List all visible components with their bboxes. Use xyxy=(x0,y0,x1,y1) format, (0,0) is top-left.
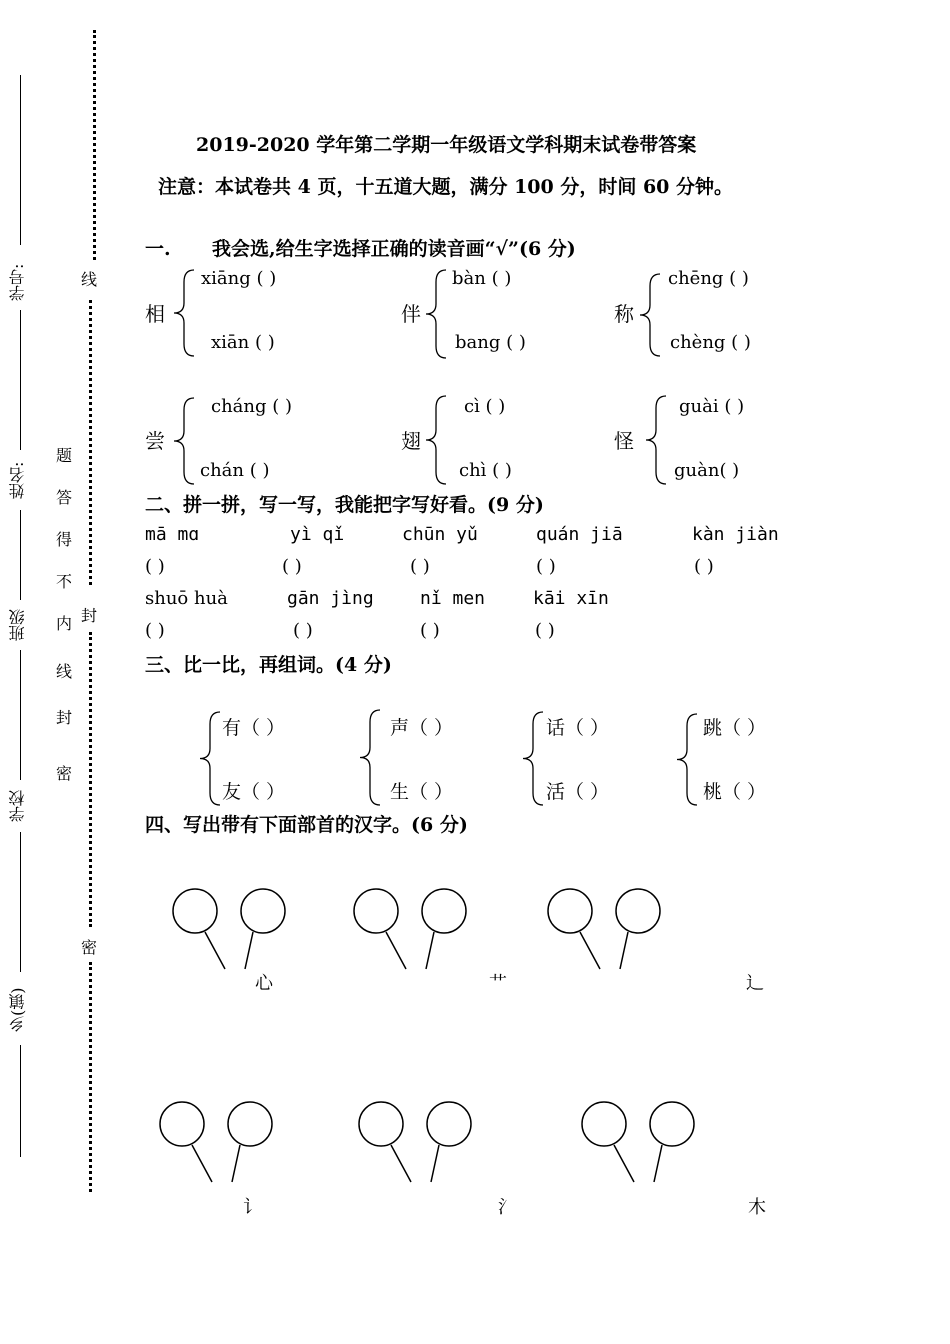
q1-pinyin-option[interactable]: chán ( ) xyxy=(200,460,270,481)
seal-char: 密 xyxy=(80,938,97,957)
seal-char: 内 xyxy=(55,614,72,633)
seal-char: 封 xyxy=(55,708,72,727)
seal-char: 得 xyxy=(55,530,72,549)
q2-answer-blank[interactable]: ( ) xyxy=(536,556,556,577)
q1-pinyin-option[interactable]: bang ( ) xyxy=(455,332,526,353)
q3-word-pair[interactable]: 声（ ） xyxy=(390,717,454,739)
q3-word-pair[interactable]: 跳（ ） xyxy=(703,717,767,739)
balloon-circle[interactable] xyxy=(582,1102,626,1146)
q4-heading: 四、写出带有下面部首的汉字。(6 分) xyxy=(145,814,468,836)
q2-heading: 二、拼一拼，写一写，我能把字写好看。(9 分) xyxy=(145,494,544,516)
q2-answer-blank[interactable]: ( ) xyxy=(694,556,714,577)
exam-note: 注意：本试卷共 4 页，十五道大题，满分 100 分，时间 60 分钟。 xyxy=(158,176,734,198)
margin-label-class: 班级 xyxy=(8,609,27,641)
q1-pinyin-option[interactable]: chèng ( ) xyxy=(670,332,751,353)
q1-number: 一. xyxy=(145,238,171,260)
seal-char: 题 xyxy=(55,446,72,465)
q2-answer-blank[interactable]: ( ) xyxy=(145,620,165,641)
q1-pinyin-option[interactable]: guàn( ) xyxy=(674,460,740,481)
balloon-string xyxy=(192,1145,212,1182)
q4-radical: 心 xyxy=(255,973,273,994)
q3-word-pair[interactable]: 友（ ） xyxy=(222,781,286,803)
balloon-string xyxy=(654,1145,662,1182)
seal-char: 封 xyxy=(80,606,97,625)
balloon-string xyxy=(614,1145,634,1182)
q4-radical: 辶 xyxy=(746,973,764,994)
q1-pinyin-option[interactable]: chēng ( ) xyxy=(668,268,749,289)
balloon-string xyxy=(580,932,600,969)
balloon-circle[interactable] xyxy=(548,889,592,933)
q2-answer-blank[interactable]: ( ) xyxy=(420,620,440,641)
seal-char: 不 xyxy=(55,572,72,591)
balloon-circle[interactable] xyxy=(173,889,217,933)
balloon-string xyxy=(232,1145,240,1182)
q3-heading: 三、比一比，再组词。(4 分) xyxy=(145,654,392,676)
q2-answer-blank[interactable]: ( ) xyxy=(410,556,430,577)
q1-pinyin-option[interactable]: cì ( ) xyxy=(464,396,506,417)
balloon-string xyxy=(431,1145,439,1182)
q2-pinyin: mā mɑ xyxy=(145,524,200,545)
q1-char: 相 xyxy=(145,302,165,326)
balloon-string xyxy=(391,1145,411,1182)
margin-label-name: 姓名: xyxy=(8,461,27,499)
q2-pinyin: kāi xīn xyxy=(533,588,609,609)
margin-label-student-id: 学号: xyxy=(8,263,27,301)
q2-pinyin: gān jìng xyxy=(287,588,374,609)
balloon-string xyxy=(386,932,406,969)
seal-char: 线 xyxy=(80,270,97,289)
balloon-circle[interactable] xyxy=(228,1102,272,1146)
seal-char: 线 xyxy=(55,662,72,681)
q2-answer-blank[interactable]: ( ) xyxy=(293,620,313,641)
balloon-circle[interactable] xyxy=(160,1102,204,1146)
q1-char: 称 xyxy=(614,302,634,326)
q1-pinyin-option[interactable]: xiāng ( ) xyxy=(201,268,277,289)
balloon-circle[interactable] xyxy=(650,1102,694,1146)
q1-char: 伴 xyxy=(401,302,421,326)
q2-pinyin: shuō huà xyxy=(145,588,228,609)
q1-char: 翅 xyxy=(401,429,421,453)
q3-word-pair[interactable]: 有（ ） xyxy=(222,717,286,739)
balloon-string xyxy=(620,932,628,969)
q3-word-pair[interactable]: 话（ ） xyxy=(546,717,610,739)
balloon-circle[interactable] xyxy=(359,1102,403,1146)
balloon-circle[interactable] xyxy=(422,889,466,933)
q1-pinyin-option[interactable]: chì ( ) xyxy=(459,460,512,481)
q3-word-pair[interactable]: 桃（ ） xyxy=(703,781,767,803)
balloon-circle[interactable] xyxy=(427,1102,471,1146)
q1-char: 尝 xyxy=(145,429,165,453)
seal-char: 答 xyxy=(55,488,72,507)
page-title: 2019-2020 学年第二学期一年级语文学科期末试卷带答案 xyxy=(196,134,697,156)
margin-label-school: 学校 xyxy=(8,790,27,822)
q1-pinyin-option[interactable]: bàn ( ) xyxy=(452,268,512,289)
q1-char: 怪 xyxy=(614,429,634,453)
balloon-circle[interactable] xyxy=(616,889,660,933)
q2-answer-blank[interactable]: ( ) xyxy=(145,556,165,577)
balloon-string xyxy=(426,932,434,969)
q2-pinyin: nǐ men xyxy=(420,588,486,609)
balloon-circle[interactable] xyxy=(241,889,285,933)
q4-radical: 氵 xyxy=(498,1197,516,1218)
q3-word-pair[interactable]: 生（ ） xyxy=(390,781,454,803)
q1-heading: 我会选,给生字选择正确的读音画“√”(6 分) xyxy=(212,238,576,260)
balloon-string xyxy=(245,932,253,969)
balloon-string xyxy=(205,932,225,969)
q2-pinyin: quán jiā xyxy=(536,524,623,545)
q1-pinyin-option[interactable]: xiān ( ) xyxy=(211,332,275,353)
q4-radical: 艹 xyxy=(489,973,507,994)
balloon-circle[interactable] xyxy=(354,889,398,933)
q2-answer-blank[interactable]: ( ) xyxy=(282,556,302,577)
q2-pinyin: chūn yǔ xyxy=(402,524,478,545)
q1-pinyin-option[interactable]: guài ( ) xyxy=(679,396,745,417)
q4-radical: 讠 xyxy=(243,1197,261,1218)
q4-radical: 木 xyxy=(748,1197,766,1218)
q3-word-pair[interactable]: 活（ ） xyxy=(546,781,610,803)
q1-pinyin-option[interactable]: cháng ( ) xyxy=(211,396,293,417)
seal-char: 密 xyxy=(55,764,72,783)
q2-pinyin: yì qǐ xyxy=(290,524,345,545)
q2-pinyin: kàn jiàn xyxy=(692,524,779,545)
q2-answer-blank[interactable]: ( ) xyxy=(535,620,555,641)
margin-label-town: 乡(镇) xyxy=(8,987,27,1033)
